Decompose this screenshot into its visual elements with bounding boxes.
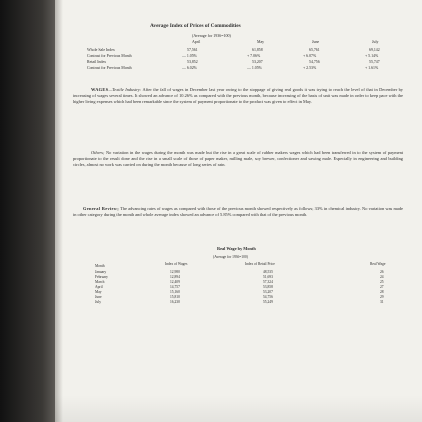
general-review-text: The advancing rates of wages as compared with those of the previous month showed respectively as follows; 33% in chemical industry. No variation was made in other category during the month and whole average index showed an advance of 5.85% compared with that of the previous month.: [73, 206, 403, 217]
prices-cell: — 1.05%: [182, 54, 197, 58]
prices-cell: + 7.06%: [247, 54, 261, 58]
prices-cell: + 6.07%: [303, 54, 317, 58]
wage-col-header: Real Wage: [370, 262, 386, 266]
wage-cell: June: [95, 295, 102, 299]
others-label: Others;: [91, 150, 105, 155]
wage-cell: 12,409: [170, 280, 180, 284]
wage-cell: 28: [380, 290, 384, 294]
wage-cell: 53,858: [263, 285, 273, 289]
wage-cell: 12,894: [170, 275, 180, 279]
prices-cell: 55,747: [369, 60, 380, 64]
prices-cell: — 6.02%: [182, 66, 197, 70]
others-paragraph: [73, 150, 403, 168]
prices-row-label: Whole Sale Index: [87, 48, 115, 52]
prices-cell: + 2.53%: [303, 66, 317, 70]
prices-table-subtitle: (Average for 1936=100): [192, 33, 231, 38]
prices-cell: 53,852: [187, 60, 198, 64]
wage-cell: 57,324: [263, 280, 273, 284]
wage-table-subtitle: (Average for 1936=100): [213, 255, 248, 259]
wages-paragraph: [73, 87, 403, 105]
wage-cell: 51,693: [263, 275, 273, 279]
wage-cell: 15,810: [170, 295, 180, 299]
prices-cell: 57,561: [187, 48, 198, 52]
prices-table-title: Average Index of Prices of Commodities: [150, 23, 241, 29]
prices-row-label: Retail Index: [87, 60, 107, 64]
prices-cell: 61,858: [252, 48, 263, 52]
wage-cell: 26: [380, 270, 384, 274]
prices-cell: — 1.05%: [247, 66, 262, 70]
prices-col-header: June: [312, 40, 320, 44]
prices-cell: 53,207: [252, 60, 263, 64]
wage-cell: April: [95, 285, 103, 289]
prices-col-header: April: [192, 40, 201, 44]
wage-cell: March: [95, 280, 105, 284]
prices-col-header: May: [257, 40, 265, 44]
wage-cell: May: [95, 290, 102, 294]
wage-cell: 16,230: [170, 300, 180, 304]
wage-cell: 29: [380, 295, 384, 299]
wage-cell: 24: [380, 275, 384, 279]
prices-cell: 54,756: [309, 60, 320, 64]
wage-col-header: Index of Retail Price: [245, 262, 275, 266]
others-text: No variation in the wages during the month was made but the rise in a great scale of rubber makers wages which had been transferred in to the system of payment proportionate to the result done and the rise in a small scale of those of paper maker, milling male, soy brewer, confectioner and sawing male. Especially in engineering and building circles, almost no work was carried on during the month because of long series of rain.: [73, 150, 403, 167]
prices-cell: 65,761: [309, 48, 320, 52]
wages-heading: WAGES: [91, 87, 109, 92]
general-review-heading: General Review;: [83, 206, 119, 211]
wage-cell: 12,980: [170, 270, 180, 274]
document-page: [55, 0, 422, 422]
wage-cell: 14,757: [170, 285, 180, 289]
wage-cell: 25: [380, 280, 384, 284]
page-gutter: [55, 0, 63, 422]
wage-cell: 15,160: [170, 290, 180, 294]
wages-subheading: —Textile Industry:: [108, 87, 142, 92]
wage-cell: 31: [380, 300, 384, 304]
prices-cell: + 5.14%: [365, 54, 379, 58]
prices-col-header: July: [372, 40, 379, 44]
general-review-paragraph: [73, 206, 403, 218]
binding-shadow: [0, 0, 60, 422]
wage-cell: 53,207: [263, 290, 273, 294]
wage-cell: 55,249: [263, 300, 273, 304]
prices-row-label: Contrast for Previous Month: [87, 54, 132, 58]
wage-cell: February: [95, 275, 108, 279]
prices-cell: + 1.61%: [365, 66, 379, 70]
wage-cell: 54,756: [263, 295, 273, 299]
prices-cell: 69,142: [369, 48, 380, 52]
wage-cell: July: [95, 300, 101, 304]
wages-text: After the fall of wages in December last year owing to the stoppage of giving real goods it was trying to reach the level of that in December by increasing of wages several times. It showed an advance of 10.26% as compared with the previous month, because increasing of the basis of unit was made in order to keep pace with the higher living expenses which had been remarkable since the system of payment proportionate to the product was given to effect in May.: [73, 87, 403, 104]
wage-cell: 48,535: [263, 270, 273, 274]
wage-cell: 27: [380, 285, 384, 289]
wage-table-title: Real Wage by Month: [217, 246, 256, 251]
page-shade: [55, 395, 422, 422]
prices-row-label: Contrast for Previous Month: [87, 66, 132, 70]
wage-col-header: Month: [95, 264, 105, 268]
wage-col-header: Index of Wages: [165, 262, 188, 266]
wage-cell: January: [95, 270, 107, 274]
